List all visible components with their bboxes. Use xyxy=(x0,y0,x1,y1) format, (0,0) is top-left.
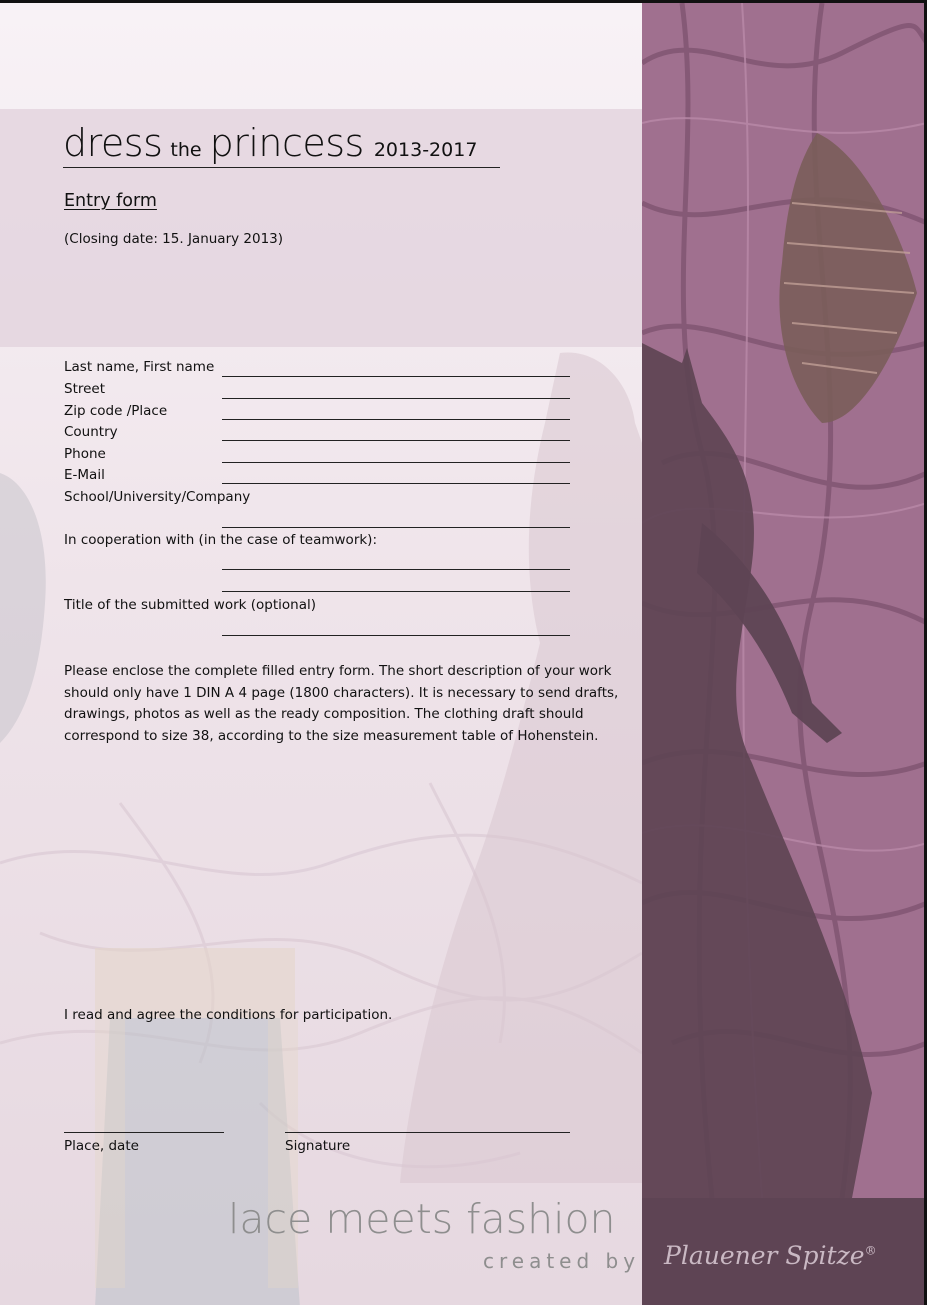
field-last-name[interactable] xyxy=(222,376,570,377)
brand-logo xyxy=(664,1241,877,1270)
instructions-paragraph: Please enclose the complete filled entry form. The short description of your work should only have 1 DIN A 4 page (1800 characters). It is necessary to send drafts, drawings, photos as well as the ready composition. The clothing draft should correspond to size 38, according to the size measurement table of Hohenstein. xyxy=(64,663,619,744)
brand-created-by: created by xyxy=(483,1249,641,1273)
field-zip[interactable] xyxy=(222,419,570,420)
entry-form-heading: Entry form xyxy=(64,191,157,211)
title-years: 2013-2017 xyxy=(373,139,478,161)
page-title xyxy=(63,121,477,165)
title-underline xyxy=(63,167,500,168)
label-country: Country xyxy=(64,424,118,440)
title-princess: princess xyxy=(209,121,364,165)
label-cooperation: In cooperation with (in the case of teamwork): xyxy=(64,532,377,548)
decorative-side-panel xyxy=(642,3,927,1198)
field-street[interactable] xyxy=(222,398,570,399)
brand-company: Plauener Spitze xyxy=(664,1241,865,1270)
agreement-text: I read and agree the conditions for participation. xyxy=(64,1007,393,1023)
label-zip: Zip code /Place xyxy=(64,403,168,419)
label-phone: Phone xyxy=(64,446,106,462)
label-street: Street xyxy=(64,381,106,397)
label-place-date: Place, date xyxy=(64,1138,139,1154)
field-signature[interactable] xyxy=(285,1132,570,1133)
title-the: the xyxy=(170,139,202,161)
brand-slogan: lace meets fashion xyxy=(228,1195,616,1243)
field-phone[interactable] xyxy=(222,462,570,463)
registered-mark: ® xyxy=(864,1243,877,1258)
field-school[interactable] xyxy=(222,527,570,528)
label-email: E-Mail xyxy=(64,467,105,483)
label-title-work: Title of the submitted work (optional) xyxy=(64,597,316,613)
field-country[interactable] xyxy=(222,440,570,441)
title-dress: dress xyxy=(63,121,163,165)
label-school: School/University/Company xyxy=(64,489,251,505)
field-title-work[interactable] xyxy=(222,635,570,636)
label-signature: Signature xyxy=(285,1138,351,1154)
field-cooperation-2[interactable] xyxy=(222,591,570,592)
label-last-name: Last name, First name xyxy=(64,359,215,375)
field-email[interactable] xyxy=(222,483,570,484)
field-cooperation-1[interactable] xyxy=(222,569,570,570)
field-place-date[interactable] xyxy=(64,1132,224,1133)
closing-date: (Closing date: 15. January 2013) xyxy=(64,231,284,247)
